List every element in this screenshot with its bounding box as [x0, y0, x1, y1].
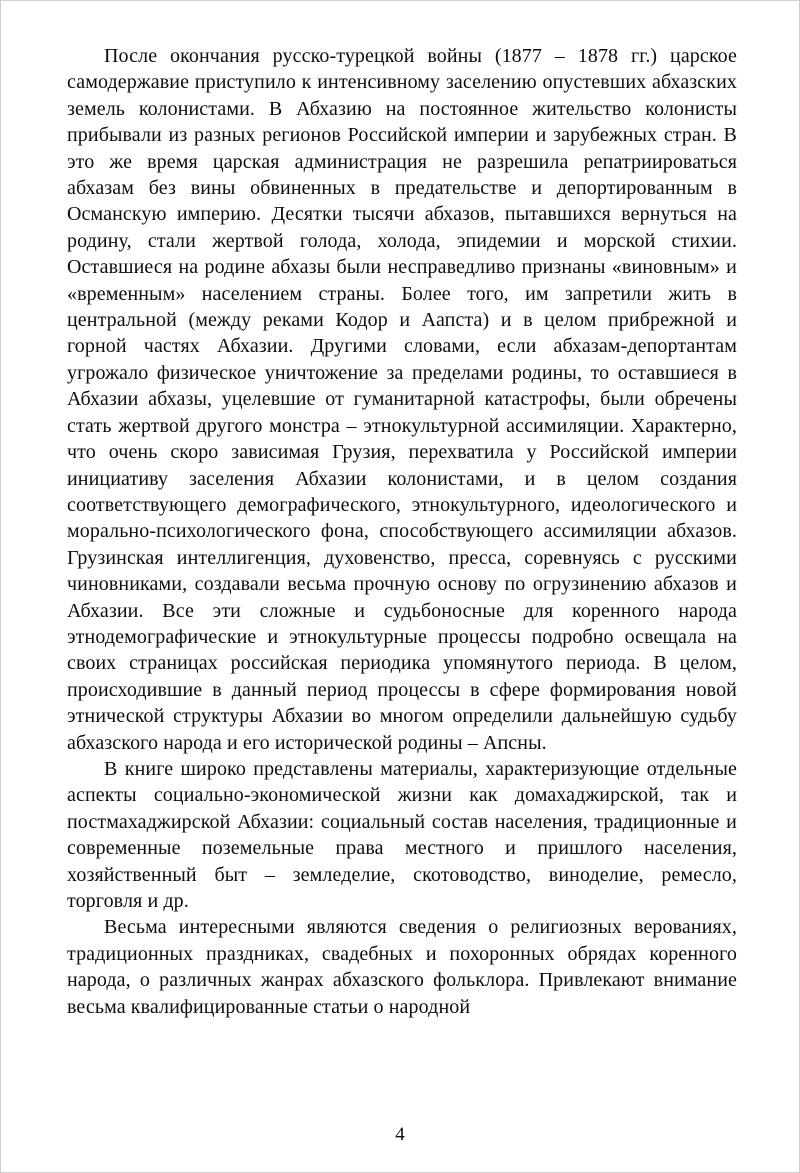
page-text-block: [67, 43, 737, 1020]
page-number: 4: [395, 1124, 405, 1145]
paragraph-intro-history: После окончания русско-турецкой войны (1877 – 1878 гг.) царское самодержавие приступило к интенсивному заселению опустевших абхазских земель колонистами. В Абхазию на постоянное жительство колонисты прибывали из разных регионов Российской империи и зарубежных стран. В это же время царская администрация не разрешила репатриироваться абхазам без вины обвиненных в предательстве и депортированным в Османскую империю. Десятки тысячи абхазов, пытавшихся вернуться на родину, стали жертвой голода, холода, эпидемии и морской стихии. Оставшиеся на родине абхазы были несправедливо признаны «виновным» и «временным» населением страны. Более того, им запретили жить в центральной (между реками Кодор и Аапста) и в целом прибрежной и горной частях Абхазии. Другими словами, если абхазам-депортантам угрожало физическое уничтожение за пределами родины, то оставшиеся в Абхазии абхазы, уцелевшие от гуманитарной катастрофы, были обречены стать жертвой другого монстра – этнокультурной ассимиляции. Характерно, что очень скоро зависимая Грузия, перехватила у Российской империи инициативу заселения Абхазии колонистами, и в целом создания соответствующего демографического, этнокультурного, идеологического и морально-психологического фона, способствующего ассимиляции абхазов. Грузинская интеллигенция, духовенство, пресса, соревнуясь с русскими чиновниками, создавали весьма прочную основу по огрузинению абхазов и Абхазии. Все эти сложные и судьбоносные для коренного народа этнодемографические и этнокультурные процессы подробно освещала на своих страницах российская периодика упомянутого периода. В целом, происходившие в данный период процессы в сфере формирования новой этнической структуры Абхазии во многом определили дальнейшую судьбу абхазского народа и его исторической родины – Апсны.: [67, 45, 737, 754]
paragraph-folklore: Весьма интересными являются сведения о религиозных верованиях, традиционных праздниках, свадебных и похоронных обрядах коренного народа, о различных жанрах абхазского фольклора. Привлекают внимание весьма квалифицированные статьи о народной: [67, 916, 737, 1018]
paragraph-book-materials: В книге широко представлены материалы, характеризующие отдельные аспекты социально-экономической жизни как домахаджирской, так и постмахаджирской Абхазии: социальный состав населения, традиционные и современные поземельные права местного и пришлого населения, хозяйственный быт – земледелие, скотоводство, виноделие, ремесло, торговля и др.: [67, 757, 737, 912]
